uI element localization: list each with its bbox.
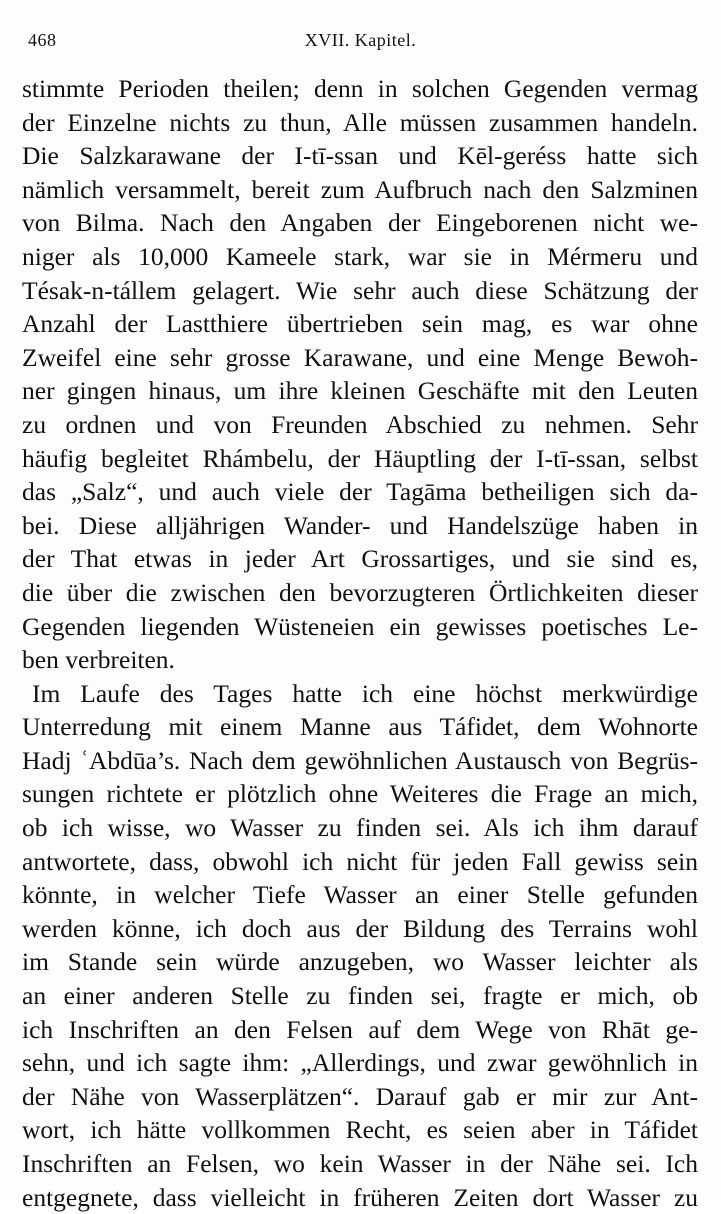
text-line: Die Salzkarawane der I-tī-ssan und Kēl-geréss hatte sich bbox=[22, 141, 698, 171]
text-line: Im Laufe des Tages hatte ich eine höchst merkwürdige bbox=[32, 678, 698, 708]
text-line: Unterredung mit einem Manne aus Táfidet, dem Wohnorte bbox=[22, 712, 698, 742]
body-text bbox=[22, 72, 698, 1214]
running-head: XVII. Kapitel. bbox=[304, 30, 417, 50]
text-line: antwortete, dass, obwohl ich nicht für jeden Fall gewiss sein bbox=[22, 846, 698, 876]
text-line: Tésak-n-tállem gelagert. Wie sehr auch diese Schätzung der bbox=[22, 275, 698, 305]
text-line: Gegenden liegenden Wüsteneien ein gewisses poetisches Le- bbox=[22, 611, 698, 641]
text-line: Anzahl der Lastthiere übertrieben sein mag, es war ohne bbox=[22, 309, 698, 339]
text-line: ich Inschriften an den Felsen auf dem Wege von Rhāt ge- bbox=[22, 1014, 698, 1044]
text-line: nämlich versammelt, bereit zum Aufbruch nach den Salzminen bbox=[22, 174, 698, 204]
text-line: von Bilma. Nach den Angaben der Eingeborenen nicht we- bbox=[22, 208, 698, 238]
text-line: werden könne, ich doch aus der Bildung des Terrains wohl bbox=[22, 913, 698, 943]
text-line: sehn, und ich sagte ihm: „Allerdings, und zwar gewöhnlich in bbox=[22, 1048, 698, 1078]
page-number: 468 bbox=[28, 30, 57, 50]
text-line: der Nähe von Wasserplätzen“. Darauf gab er mir zur Ant- bbox=[22, 1081, 698, 1111]
text-line: im Stande sein würde anzugeben, wo Wasser leichter als bbox=[22, 947, 698, 977]
text-line: an einer anderen Stelle zu finden sei, fragte er mich, ob bbox=[22, 981, 698, 1011]
text-line: der Einzelne nichts zu thun, Alle müssen zusammen handeln. bbox=[22, 107, 698, 137]
text-line: zu ordnen und von Freunden Abschied zu nehmen. Sehr bbox=[22, 409, 698, 439]
text-line: häufig begleitet Rhámbelu, der Häuptling der I-tī-ssan, selbst bbox=[22, 443, 698, 473]
text-line: bei. Diese alljährigen Wander- und Handelszüge haben in bbox=[22, 510, 698, 540]
text-line: entgegnete, dass vielleicht in früheren Zeiten dort Wasser zu bbox=[22, 1182, 698, 1212]
paragraph-1 bbox=[22, 72, 698, 677]
text-line: Zweifel eine sehr grosse Karawane, und eine Menge Bewoh- bbox=[22, 342, 698, 372]
text-line: wort, ich hätte vollkommen Recht, es seien aber in Táfidet bbox=[22, 1115, 698, 1145]
text-line: ben verbreiten. bbox=[22, 645, 175, 675]
text-line: stimmte Perioden theilen; denn in solchen Gegenden vermag bbox=[22, 74, 698, 103]
paragraph-2 bbox=[22, 677, 698, 1214]
text-line: Hadj ʿAbdūa’s. Nach dem gewöhnlichen Austausch von Begrüs- bbox=[22, 745, 698, 775]
text-line: sungen richtete er plötzlich ohne Weiteres die Frage an mich, bbox=[22, 779, 698, 809]
text-line: Inschriften an Felsen, wo kein Wasser in der Nähe sei. Ich bbox=[22, 1149, 698, 1178]
text-line: könnte, in welcher Tiefe Wasser an einer Stelle gefunden bbox=[22, 880, 698, 910]
text-line: der That etwas in jeder Art Grossartiges, und sie sind es, bbox=[22, 544, 698, 574]
text-line: das „Salz“, und auch viele der Tagāma betheiligen sich da- bbox=[22, 477, 698, 507]
text-line: die über die zwischen den bevorzugteren Örtlichkeiten dieser bbox=[22, 577, 698, 607]
page-header bbox=[22, 30, 699, 60]
text-line: niger als 10,000 Kameele stark, war sie in Mérmeru und bbox=[22, 241, 698, 271]
text-line: ner gingen hinaus, um ihre kleinen Geschäfte mit den Leuten bbox=[22, 376, 698, 406]
text-line: ob ich wisse, wo Wasser zu finden sei. Als ich ihm darauf bbox=[22, 813, 698, 843]
